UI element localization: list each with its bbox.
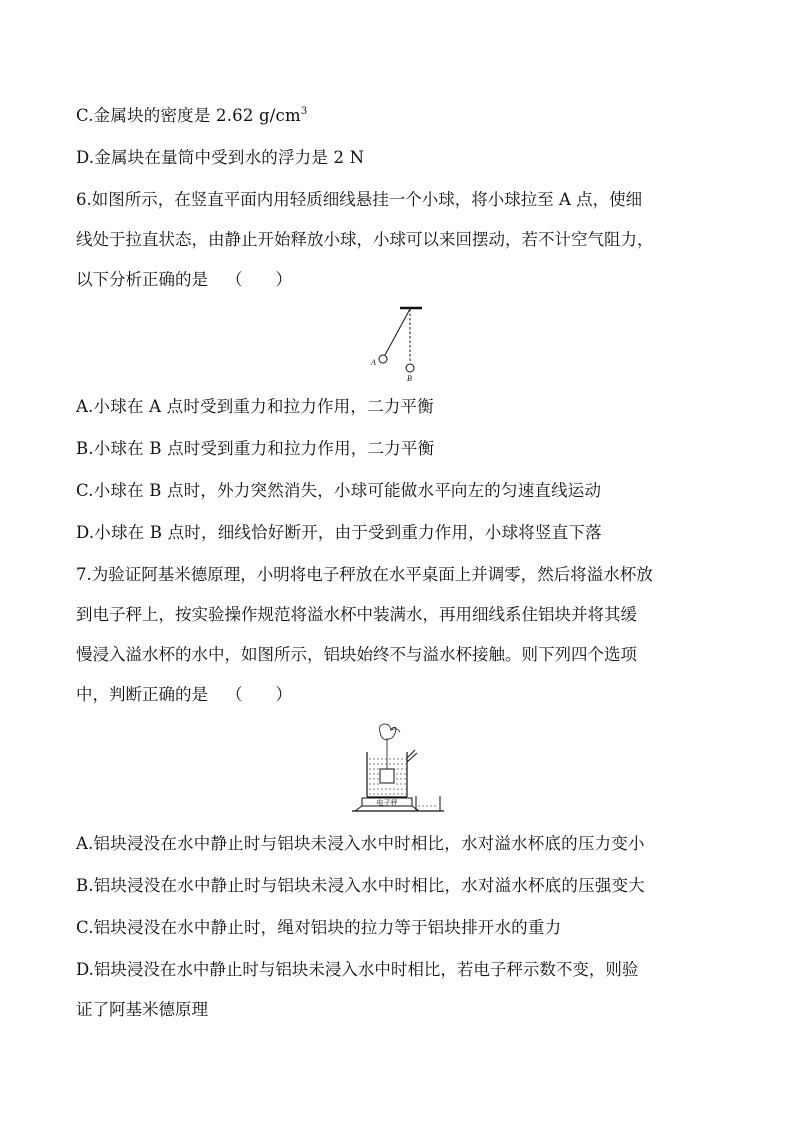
pendulum-string-a [385,309,410,355]
superscript-cubed: 3 [300,106,308,117]
scale-leg-left [355,806,362,811]
q6-option-b: B.小球在 B 点时受到重力和拉力作用，二力平衡 [76,439,435,458]
q7-option-b: B.铝块浸没在水中静止时与铝块未浸入水中时相比，水对溢水杯底的压强变大 [76,876,645,895]
ball-at-a [379,355,387,363]
ball-at-b [406,364,414,372]
q5-option-d: D.金属块在量筒中受到水的浮力是 2 N [76,148,365,167]
overflow-cup-figure [350,722,446,814]
q6-stem-text: 以下分析正确的是 [76,270,208,289]
q5-option-c [76,106,307,126]
q7-option-d-line: 证了阿基米德原理 [76,1000,208,1019]
q7-option-c: C.铝块浸没在水中静止时，绳对铝块的拉力等于铝块排开水的重力 [76,918,562,937]
q7-stem-line: 7.为验证阿基米德原理，小明将电子秤放在水平桌面上并调零，然后将溢水杯放 [76,565,653,584]
q7-stem-line-last [76,685,716,705]
q6-option-a: A.小球在 A 点时受到重力和拉力作用，二力平衡 [76,397,434,416]
q7-option-d-line: D.铝块浸没在水中静止时与铝块未浸入水中时相比，若电子秤示数不变，则验 [76,960,639,979]
q7-stem-text: 中，判断正确的是 [76,685,208,704]
q5-option-c-text: C.金属块的密度是 2.62 g/cm [76,106,301,125]
hand-icon [380,724,396,740]
cup-spout-bottom [407,753,417,762]
q6-stem-line: 6.如图所示，在竖直平面内用轻质细线悬挂一个小球，将小球拉至 A 点，使细 [76,190,643,209]
q6-answer-bracket: （ ） [226,270,292,289]
q6-stem [76,190,716,290]
q6-option-c: C.小球在 B 点时，外力突然消失，小球可能做水平向左的匀速直线运动 [76,481,602,500]
q7-option-a: A.铝块浸没在水中静止时与铝块未浸入水中时相比，水对溢水杯底的压力变小 [76,834,645,853]
cup-spout-top [407,750,415,758]
q7-option-d [76,960,716,1020]
label-b: B [407,374,412,383]
q6-stem-line-last [76,270,716,290]
pendulum-figure [368,303,428,385]
q7-answer-bracket: （ ） [226,685,292,704]
q7-stem-line: 慢浸入溢水杯的水中，如图所示，铝块始终不与溢水杯接触。则下列四个选项 [76,645,637,664]
label-a: A [371,358,376,367]
q7-stem-line: 到电子秤上，按实验操作规范将溢水杯中装满水，再用细线系住铝块并将其缓 [76,605,637,624]
scale-label: 电子秤 [376,799,398,807]
q6-option-d: D.小球在 B 点时，细线恰好断开，由于受到重力作用，小球将竖直下落 [76,523,602,542]
q7-stem [76,565,716,705]
q6-stem-line: 线处于拉直状态，由静止开始释放小球，小球可以来回摆动，若不计空气阻力， [76,230,654,249]
aluminium-block [380,769,394,783]
